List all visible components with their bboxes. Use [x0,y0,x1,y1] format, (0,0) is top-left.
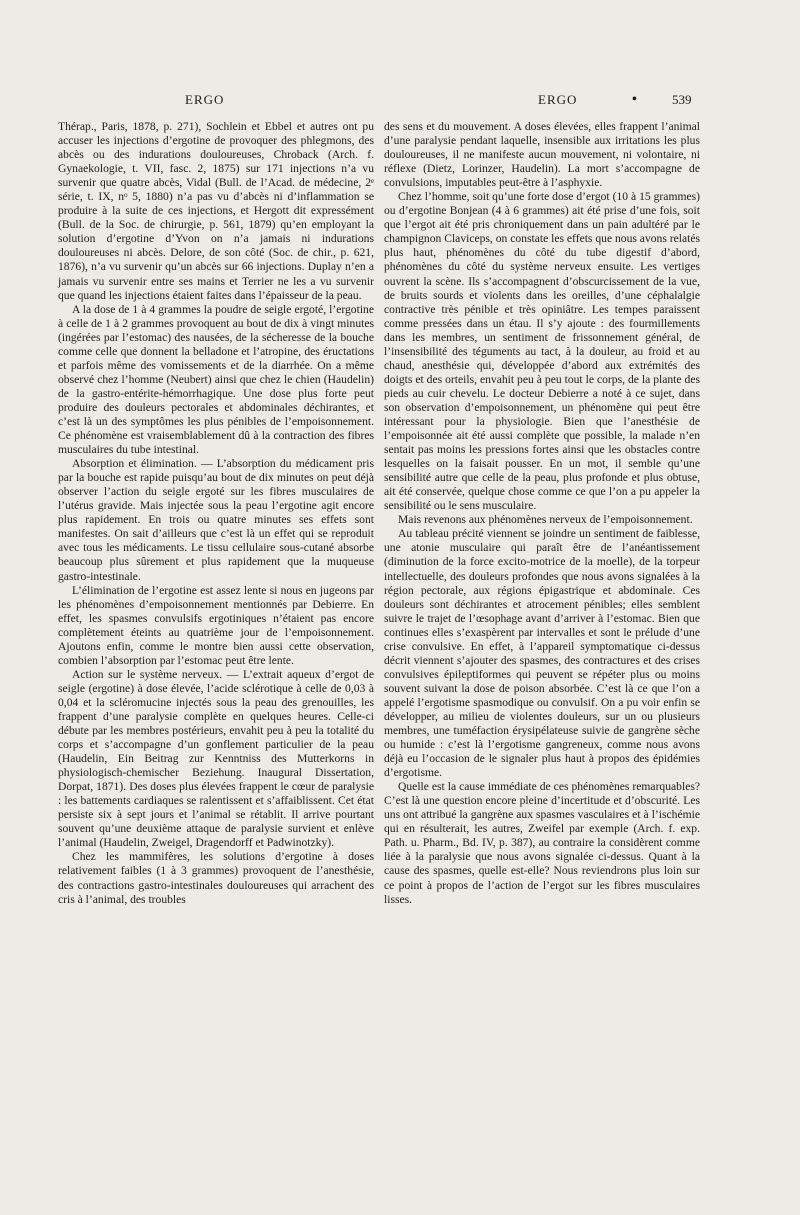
paragraph: Chez les mammifères, les solutions d’ergotine à doses relativement faibles (1 à 3 grammes) provoquent de l’anesthésie, des contractions gastro-intestinales douloureuses qui arrachent des cris à l’animal, des troubles [58,850,374,906]
paragraph: Chez l’homme, soit qu’une forte dose d’ergot (10 à 15 grammes) ou d’ergotine Bonjean (4 à 6 grammes) ait été prise d’une fois, soit que l’ergot ait été pris chroniquement dans un pain adultéré par le champignon Claviceps, on constate les effets que nous avons relatés plus haut, phénomènes du côté du tube digestif d’abord, phénomènes du côté du système nerveux ensuite. Les vertiges ouvrent la scène. Ils s’accompagnent d’obscurcissement de la vue, de bruits sourds et violents dans les oreilles, d’une céphalalgie contractive très pénible et très opiniâtre. Les tempes paraissent comme pressées dans un étau. Il s’y ajoute : des fourmillements dans les membres, un sentiment de frissonnement général, de l’insensibilité des téguments au tact, à la douleur, au froid et au chaud, anesthésie qui, développée d’abord aux extrémités des doigts et des orteils, envahit peu à peu tout le corps, de la plante des pieds au cuir chevelu. Le docteur Debierre a noté à ce sujet, dans son observation d’empoisonnement, un phénomène qui peut être intéressant pour la physiologie. Bien que l’anesthésie de l’empoisonnée ait été aussi complète que possible, la malade n’en sentait pas moins les pressions fortes ainsi que les obstacles contre lesquelles on la faisait pousser. En un mot, il semble qu’une sensibilité autre que celle de la peau, plus profonde et plus obtuse, ait été conservée, quelque chose comme ce que l’on a pu appeler la sensibilité ou le sens musculaire. [384,190,700,513]
paragraph: des sens et du mouvement. A doses élevées, elles frappent l’animal d’une paralysie pendant laquelle, insensible aux irritations les plus douloureuses, il ne manifeste aucun mouvement, ni volontaire, ni réflexe (Dietz, Lorinzer, Haudelin). La mort s’accompagne de convulsions, imputables peut-être à l’asphyxie. [384,120,700,190]
paragraph: A la dose de 1 à 4 grammes la poudre de seigle ergoté, l’ergotine à celle de 1 à 2 grammes provoquent au bout de dix à vingt minutes (ingérées par l’estomac) des nausées, de la sécheresse de la bouche comme celle que donnent la belladone et l’atropine, des éructations et parfois même des vomissements et de la diarrhée. On a même observé chez l’homme (Neubert) ainsi que chez le chien (Haudelin) de la gastro-entérite-hémorrhagique. Une dose plus forte peut produire des douleurs pectorales et abdominales déchirantes, et c’est là un des symptômes les plus pénibles de l’empoisonnement. Ce phénomène est vraisemblablement dû à la contraction des fibres musculaires du tube intestinal. [58,302,374,457]
paragraph: Action sur le système nerveux. — L’extrait aqueux d’ergot de seigle (ergotine) à dose élevée, l’acide sclérotique à celle de 0,03 à 0,04 et la scléromucine injectés sous la peau des grenouilles, les frappent d’une paralysie complète en quelques heures. Celle-ci débute par les membres postérieurs, envahit peu à peu la totalité du corps et s’accompagne d’un gonflement particulier de la peau (Haudelin, Ein Beitrag zur Kenntniss des Mutterkorns in physiologisch-chemischer Beziehung. Inaugural Dissertation, Dorpat, 1871). Des doses plus élevées frappent le cœur de paralysie : les battements cardiaques se ralentissent et s’affaiblissent. Cet état persiste six à sept jours et l’animal se rétablit. Il arrive pourtant souvent qu’une deuxième attaque de paralysie survient et enlève l’animal (Haudelin, Zweigel, Dragendorff et Padwinotzky). [58,667,374,850]
header-bullet: • [632,92,637,107]
running-head-right: ERGO [538,92,578,107]
paragraph: Quelle est la cause immédiate de ces phénomènes remarquables? C’est là une question encore pleine d’incertitude et d’obscurité. Les uns ont attribué la gangrène aux spasmes vasculaires et à l’ischémie qui en résulterait, les autres, Zweifel par exemple (Arch. f. exp. Path. u. Pharm., Bd. IV, p. 387), au contraire la considèrent comme liée à la paralysie que nous avons signalée ci-dessus. Quant à la cause des spasmes, quelle est-elle? Nous reviendrons plus loin sur ce point à propos de l’action de l’ergot sur les fibres musculaires lisses. [384,780,700,906]
left-column [58,120,374,907]
paragraph: Au tableau précité viennent se joindre un sentiment de faiblesse, une atonie musculaire qui paraît être de l’anéantissement (diminution de la force excito-motrice de la moelle), de la torpeur intellectuelle, des douleurs profondes que nous avons signalées à la région pectorale, aux régions épigastrique et abdominale. Ces douleurs sont déchirantes et atrocement pénibles; elles semblent suivre le trajet de l’œsophage avant d’arriver à l’estomac. Bien que continues elles s’exaspèrent par intervalles et sont le prélude d’une crise convulsive. En effet, à l’appareil symptomatique ci-dessus décrit viennent s’ajouter des spasmes, des contractures et des crises convulsives épileptiformes qui peuvent se répéter plus ou moins souvent suivant la dose de poison absorbée. C’est là ce que l’on a appelé l’ergotisme spasmodique ou convulsif. On a pu voir enfin se développer, au milieu de violentes douleurs, sur un ou plusieurs membres, une tuméfaction érysipélateuse suivie de gangrène sèche ou humide : c’est là l’ergotisme gangreneux, comme nous avons déjà eu l’occasion de le signaler plus haut à propos des épidémies d’ergotisme. [384,527,700,780]
right-column [384,120,700,907]
paragraph: L’élimination de l’ergotine est assez lente si nous en jugeons par les phénomènes d’empoisonnement mentionnés par Debierre. En effet, les spasmes convulsifs ergotiniques n’étaient pas encore complètement éteints au quatrième jour de l’empoisonnement. Ajoutons enfin, comme le montre bien aussi cette observation, combien l’absorption par l’estomac peut être lente. [58,583,374,667]
paragraph: Mais revenons aux phénomènes nerveux de l’empoisonnement. [398,513,693,527]
page-number: 539 [672,92,692,107]
paragraph: Thérap., Paris, 1878, p. 271), Sochlein et Ebbel et autres ont pu accuser les injections d’ergotine de provoquer des phlegmons, des abcès ou des indurations douloureuses, Chroback (Arch. f. Gynaekologie, t. VII, fasc. 2, 1875) sur 171 injections n’a vu survenir que quatre abcès, Vidal (Bull. de l’Acad. de médecine, 2ᵉ série, t. IX, nᵒ 5, 1880) n’a pas vu d’abcès ni d’inflammation se produire à la suite de ces injections, et Hergott dit expressément (Bull. de la Soc. de chirurgie, p. 561, 1879) qu’en employant la solution d’ergotine d’Yvon on n’a jamais ni indurations douloureuses ni abcès. Delore, de son côté (Soc. de chir., p. 621, 1876), n’a vu survenir qu’un abcès sur 66 injections. Duplay n’en a jamais vu survenir entre ses mains et Terrier ne les a vu survenir que quand les injections étaient faites dans l’épaisseur de la peau. [58,120,374,302]
paragraph: Absorption et élimination. — L’absorption du médicament pris par la bouche est rapide puisqu’au bout de dix minutes on peut déjà observer l’action du seigle ergoté sur les fibres musculaires de l’utérus gravide. Mais injectée sous la peau l’ergotine agit encore plus rapidement. En trois ou quatre minutes ses effets sont manifestes. On sait d’ailleurs que c’est là un effet qui se reproduit avec tous les médicaments. Le tissu cellulaire sous-cutané absorbe beaucoup plus sûrement et plus rapidement que la muqueuse gastro-intestinale. [58,457,374,583]
running-head-left: ERGO [185,92,225,107]
